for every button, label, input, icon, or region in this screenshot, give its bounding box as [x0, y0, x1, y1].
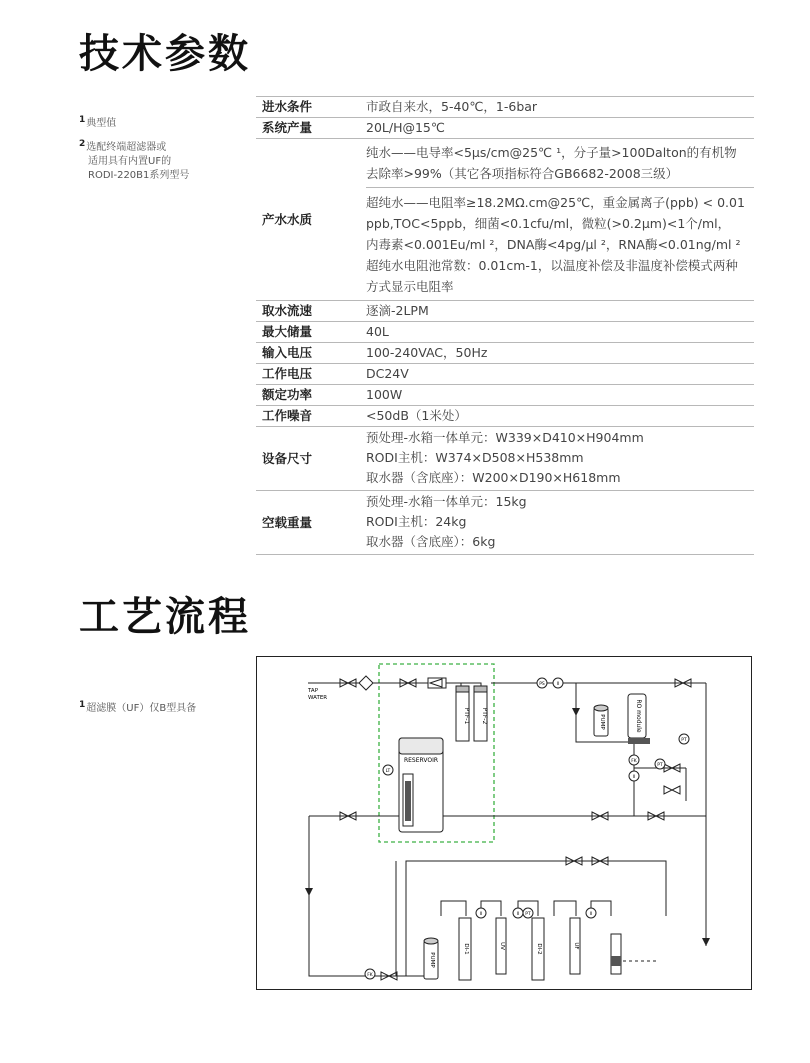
- section-title-process: 工艺流程: [79, 594, 251, 640]
- di2-label: DI-2: [536, 943, 542, 955]
- ii-label-1: II: [479, 912, 483, 917]
- spec-value: 预处理-水箱一体单元：15kg RODI主机：24kg 取水器（含底座）：6kg: [366, 491, 754, 555]
- uf-label: UF: [573, 942, 579, 950]
- pt-label-bottom: PT: [525, 912, 531, 917]
- spec-row-working-voltage: [256, 364, 754, 385]
- spec-value: 100W: [366, 385, 754, 406]
- spec-row-noise: [256, 406, 754, 427]
- spec-row-output: [256, 118, 754, 139]
- spec-row-weight: [256, 491, 754, 555]
- pt-label-ro: PT: [681, 738, 687, 743]
- process-flow-diagram: [256, 656, 752, 990]
- spec-row-dimensions: [256, 427, 754, 491]
- spec-label: 设备尺寸: [256, 427, 366, 491]
- spec-notes: [79, 117, 189, 193]
- spec-value: <50dB（1米处）: [366, 406, 754, 427]
- spec-row-input-voltage: [256, 343, 754, 364]
- spec-label: 工作噪音: [256, 406, 366, 427]
- ptf1-label: PTF-1: [463, 707, 470, 725]
- spec-value: 逐滴-2LPM: [366, 301, 754, 322]
- spec-value: 纯水——电导率<5μs/cm@25℃ ¹，分子量>100Dalton的有机物 去除率>99%（其它各项指标符合GB6682-2008三级） 超纯水——电阻率≥18.2MΩ.cm@25℃，重金属离子(ppb) < 0.01 ppb,TOC<5ppb，细菌<0.1cfu/ml，微粒(>0.2μm)<1个/ml， 内毒素<0.001Eu/ml ²，DNA酶<4pg/μl ²，RNA酶<0.01ng/ml ² 超纯水电阻池常数：0.01cm-1，以温度补偿及非温度补偿模式两种 方式显示电阻率: [366, 139, 754, 301]
- spec-row-storage: [256, 322, 754, 343]
- fk-label-ro: FK: [631, 759, 637, 764]
- dispenser: [611, 934, 621, 974]
- spec-label: 额定功率: [256, 385, 366, 406]
- tap-label-1: TAP: [308, 688, 319, 694]
- spec-label: 系统产量: [256, 118, 366, 139]
- spec-row-quality: [256, 139, 754, 301]
- lt-label: LT: [385, 769, 391, 774]
- ptf2-label: PTF-2: [481, 707, 488, 725]
- spec-value: 市政自来水，5-40℃，1-6bar: [366, 97, 754, 118]
- uv-label: UV: [499, 942, 505, 950]
- spec-label: 取水流速: [256, 301, 366, 322]
- spec-table: [256, 96, 754, 555]
- process-notes: [79, 702, 196, 726]
- main-pump-label: PUMP: [429, 952, 435, 968]
- spec-label: 进水条件: [256, 97, 366, 118]
- spec-label: 输入电压: [256, 343, 366, 364]
- spec-value: 预处理-水箱一体单元：W339×D410×H904mm RODI主机：W374×D508×H538mm 取水器（含底座）：W200×D190×H618mm: [366, 427, 754, 491]
- ii-label-ro: II: [632, 775, 636, 780]
- spec-label: 产水水质: [256, 139, 366, 301]
- spec-label: 工作电压: [256, 364, 366, 385]
- fk-label-bottom: FK: [367, 973, 373, 978]
- ii-label: II: [556, 682, 560, 687]
- spec-row-flow: [256, 301, 754, 322]
- ro-module-label: RO module: [635, 699, 642, 733]
- spec-value: DC24V: [366, 364, 754, 385]
- di1-label: DI-1: [463, 943, 469, 955]
- ii-label-2: II: [516, 912, 520, 917]
- spec-value: 100-240VAC，50Hz: [366, 343, 754, 364]
- reservoir-tank: [399, 738, 443, 832]
- spec-row-power: [256, 385, 754, 406]
- pt-label-mid: PT: [657, 763, 663, 768]
- spec-label: 空载重量: [256, 491, 366, 555]
- note-2: $^2$选配终端超滤器或 适用具有内置UF的 RODI-220B1系列型号: [79, 139, 190, 181]
- tap-label-2: WATER: [308, 695, 328, 701]
- ro-pump-label: PUMP: [599, 714, 605, 730]
- ps-label: PS: [539, 682, 545, 687]
- section-title-specs: 技术参数: [79, 31, 251, 77]
- spec-value: 20L/H@15℃: [366, 118, 754, 139]
- note-uf: $^1$超滤膜（UF）仅B型具备: [79, 700, 197, 714]
- spec-value: 40L: [366, 322, 754, 343]
- reservoir-label: RESERVOIR: [403, 757, 439, 764]
- note-1: $^1$典型值: [79, 115, 117, 129]
- ii-label-3: II: [589, 912, 593, 917]
- spec-label: 最大储量: [256, 322, 366, 343]
- spec-row-inlet: [256, 97, 754, 118]
